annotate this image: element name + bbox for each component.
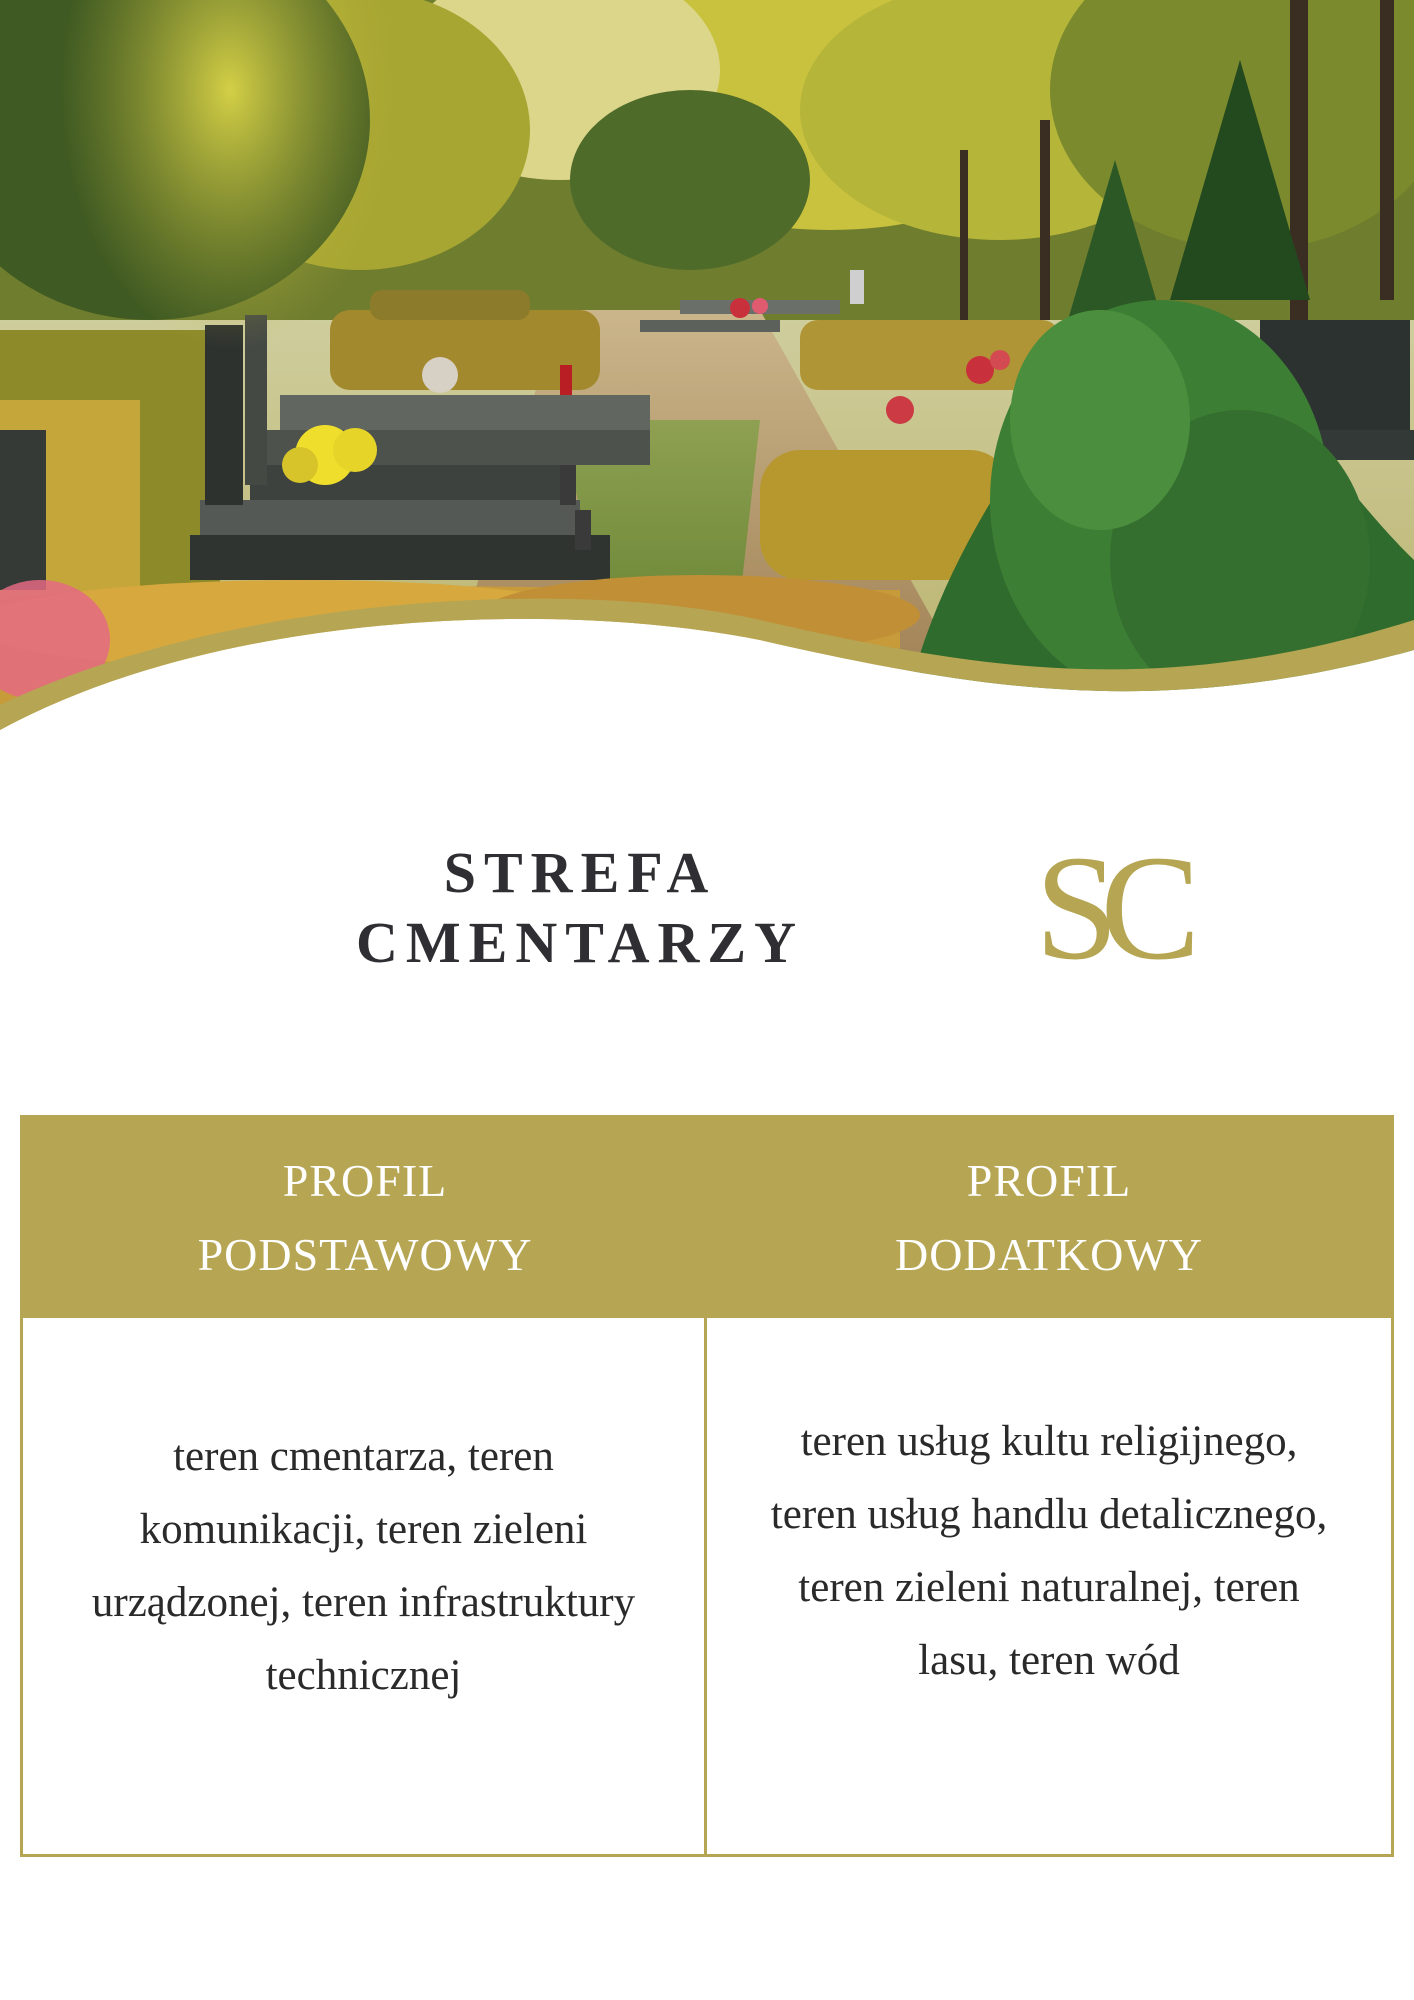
cemetery-photo-illustration (0, 0, 1414, 740)
title-line-2: CMENTARZY (356, 910, 804, 975)
additional-profile-text: teren usług kultu religijnego, teren usług handlu detalicznego, teren zieleni naturalnej, teren lasu, teren wód (770, 1418, 1328, 1684)
page-title (330, 838, 830, 978)
header-basic-line-2: PODSTAWOWY (197, 1229, 533, 1280)
header-additional-profile (707, 1118, 1391, 1318)
header-basic-profile (23, 1118, 707, 1318)
monogram-logo: SC (1035, 825, 1183, 991)
basic-profile-text: teren cmentarza, teren komunikacji, teren zieleni urządzonej, teren infrastruktury technicznej (91, 1433, 636, 1699)
hero-photo (0, 0, 1414, 740)
header-additional-line-1: PROFIL (966, 1155, 1132, 1206)
additional-profile-content (707, 1318, 1391, 1854)
header-basic-line-1: PROFIL (282, 1155, 448, 1206)
basic-profile-content (23, 1318, 707, 1854)
header-additional-line-2: DODATKOWY (895, 1229, 1203, 1280)
profiles-table (20, 1115, 1394, 1857)
title-line-1: STREFA (443, 840, 717, 905)
